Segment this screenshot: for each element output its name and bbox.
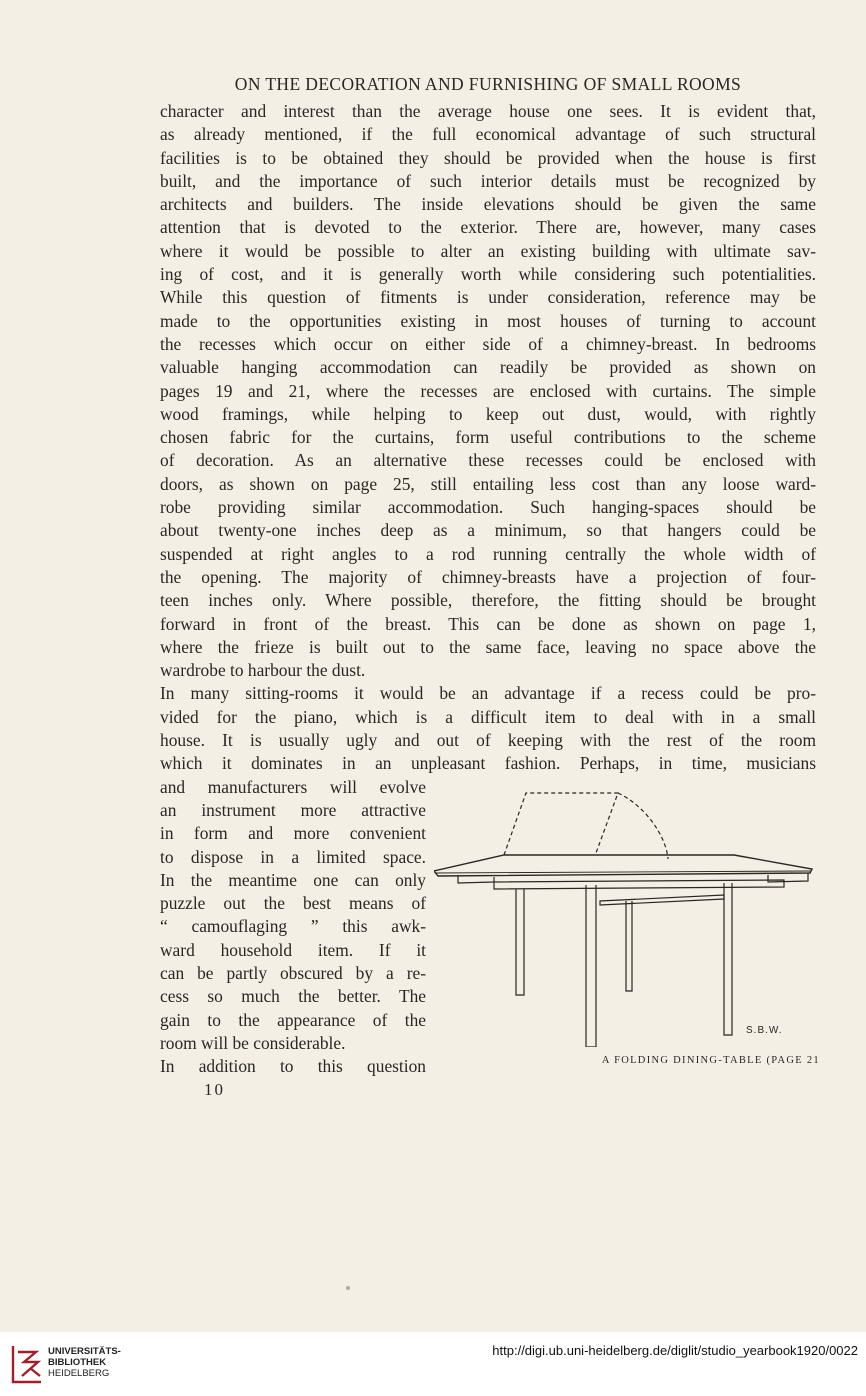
text-line: ing of cost, and it is generally worth while considering such potentialities.: [160, 264, 816, 285]
text-line: facilities is to be obtained they should be provided when the house is first: [160, 147, 816, 168]
source-url-link[interactable]: http://digi.ub.uni-heidelberg.de/diglit/studio_yearbook1920/0022: [492, 1343, 858, 1358]
text-line: house. It is usually ugly and out of keeping with the rest of the room: [160, 730, 816, 751]
folding-dining-table-illustration: [434, 785, 818, 1047]
running-head: ON THE DECORATION AND FURNISHING OF SMALL ROOMS: [234, 74, 742, 94]
text-line: made to the opportunities existing in most houses of turning to account: [160, 310, 816, 331]
text-line: wardrobe to harbour the dust.: [160, 660, 366, 681]
text-line: ward household item. If it: [160, 939, 426, 960]
paper-speck: [346, 1286, 350, 1290]
text-line: which it dominates in an unpleasant fashion. Perhaps, in time, musicians: [160, 753, 816, 774]
text-line: where it would be possible to alter an existing building with ultimate sav-: [160, 240, 816, 261]
text-line: cess so much the better. The: [160, 986, 426, 1007]
text-line: character and interest than the average house one sees. It is evident that,: [160, 101, 816, 121]
text-line: as already mentioned, if the full economical advantage of such structural: [160, 124, 816, 145]
text-line: attention that is devoted to the exterior. There are, however, many cases: [160, 217, 816, 238]
text-line: In addition to this question: [160, 1056, 426, 1077]
library-name-line: HEIDELBERG: [48, 1368, 110, 1379]
illustrator-signature: S.B.W.: [746, 1025, 783, 1036]
text-line: wood framings, while helping to keep out dust, would, with rightly: [160, 403, 816, 424]
text-line: gain to the appearance of the: [160, 1009, 426, 1030]
text-line: the opening. The majority of chimney-breasts have a projection of four-: [160, 566, 816, 587]
text-line: built, and the importance of such interior details must be recognized by: [160, 170, 816, 191]
library-name-line: UNIVERSITÄTS-: [48, 1346, 121, 1357]
text-line: robe providing similar accommodation. Such hanging-spaces should be: [160, 497, 816, 518]
text-line: an instrument more attractive: [160, 799, 426, 820]
text-line: architects and builders. The inside elevations should be given the same: [160, 194, 816, 215]
text-line: teen inches only. Where possible, therefore, the fitting should be brought: [160, 590, 816, 611]
text-line: forward in front of the breast. This can be done as shown on page 1,: [160, 613, 816, 634]
text-line: the recesses which occur on either side of a chimney-breast. In bedrooms: [160, 333, 816, 354]
text-line: about twenty-one inches deep as a minimum, so that hangers could be: [160, 520, 816, 541]
page-number: 10: [204, 1080, 225, 1099]
text-line: to dispose in a limited space.: [160, 846, 426, 867]
library-logo-icon[interactable]: [10, 1342, 44, 1386]
text-line: While this question of fitments is under consideration, reference may be: [160, 287, 816, 308]
text-line: In many sitting-rooms it would be an advantage if a recess could be pro-: [160, 683, 816, 704]
text-line: puzzle out the best means of: [160, 893, 426, 914]
library-name-line: BIBLIOTHEK: [48, 1357, 107, 1368]
text-line: pages 19 and 21, where the recesses are enclosed with curtains. The simple: [160, 380, 816, 401]
text-line: doors, as shown on page 25, still entailing less cost than any loose ward-: [160, 473, 816, 494]
text-line: “ camouflaging ” this awk-: [160, 916, 426, 937]
text-line: of decoration. As an alternative these recesses could be enclosed with: [160, 450, 816, 471]
library-name: [48, 1346, 121, 1379]
library-footer: [0, 1332, 866, 1396]
text-line: where the frieze is built out to the same face, leaving no space above the: [160, 636, 816, 657]
text-line: vided for the piano, which is a difficult item to deal with in a small: [160, 706, 816, 727]
text-line: and manufacturers will evolve: [160, 776, 426, 797]
text-line: can be partly obscured by a re-: [160, 962, 426, 983]
text-line: valuable hanging accommodation can readily be provided as shown on: [160, 357, 816, 378]
text-line: room will be considerable.: [160, 1032, 346, 1053]
text-line: chosen fabric for the curtains, form useful contributions to the scheme: [160, 427, 816, 448]
text-line: in form and more convenient: [160, 823, 426, 844]
text-line: suspended at right angles to a rod running centrally the whole width of: [160, 543, 816, 564]
figure-caption: A FOLDING DINING-TABLE (PAGE 21: [601, 1055, 820, 1066]
text-line: In the meantime one can only: [160, 869, 426, 890]
